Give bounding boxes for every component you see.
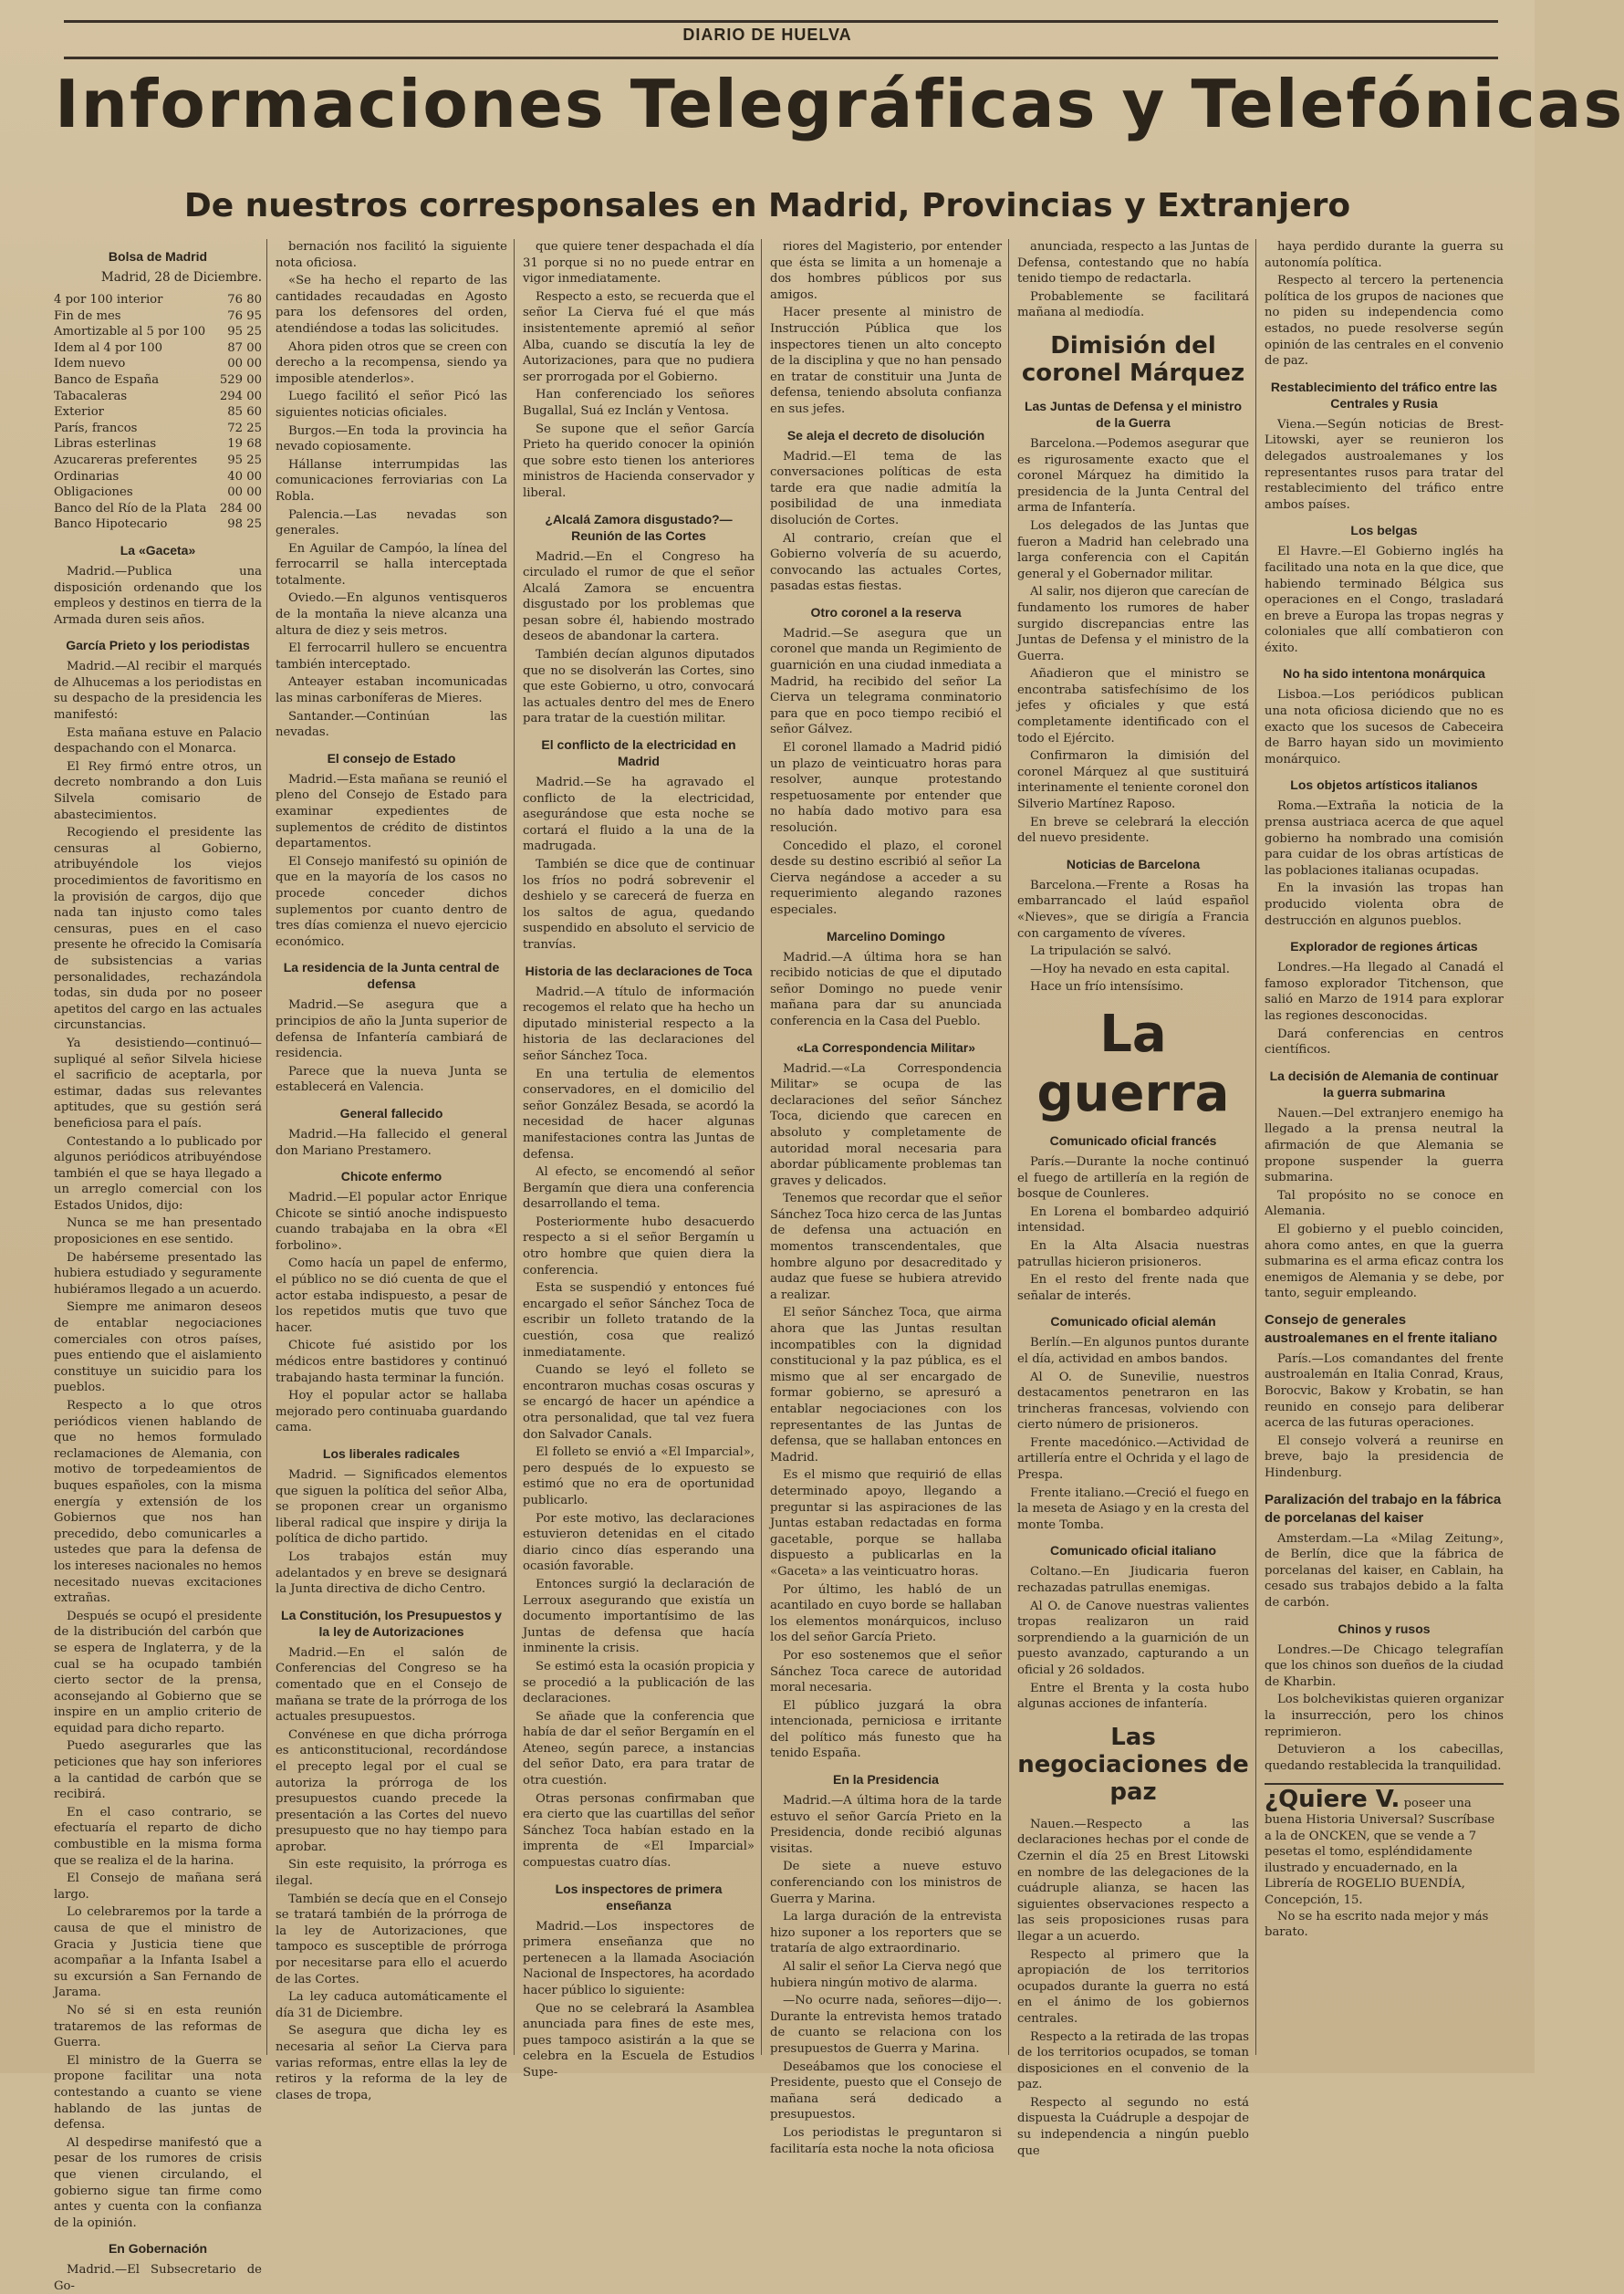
- article-paragraph: Respecto al tercero la pertenencia política de los grupos de naciones que no piden su independencia como estados, no puede resolverse según opinión de las centrales en el convenio de paz.: [1265, 274, 1504, 369]
- article-paragraph: En la Alta Alsacia nuestras patrullas hicieron prisioneros.: [1017, 1238, 1249, 1269]
- article-paragraph: Coltano.—En Jiudicaria fueron rechazadas patrullas enemigas.: [1017, 1565, 1249, 1596]
- article-paragraph: Palencia.—Las nevadas son generales.: [276, 507, 507, 538]
- article-paragraph: haya perdido durante la guerra su autonomía política.: [1265, 240, 1504, 270]
- article-paragraph: Respecto al primero que la apropiación de los territorios ocupados durante la guerra no está en el ánimo de los gobiernos centrales.: [1017, 1947, 1249, 2026]
- article-paragraph: París.—Durante la noche continuó el fuego de artillería en la región de bosque de Counleres.: [1017, 1154, 1249, 1202]
- article-paragraph: El señor Sánchez Toca, que airma ahora que las Juntas resultan incompatibles con la dignidad constitucional y la paz pública, es el mismo que al ser encargado de formar gobierno, se apresuró a entablar negociaciones con los representantes de las Juntas de defensa, que se hallaban entonces en Madrid.: [770, 1306, 1002, 1465]
- article-paragraph: Detuvieron a los cabecillas, quedando restablecida la tranquilidad.: [1265, 1743, 1504, 1773]
- bolsa-date: Madrid, 28 de Diciembre.: [100, 270, 262, 285]
- article-paragraph: En una tertulia de elementos conservadores, en el domicilio del señor González Besada, se acordó la necesidad de hacer algunas manifestaciones contra las Juntas de defensa.: [523, 1067, 755, 1162]
- article-paragraph: Se asegura que dicha ley es necesaria al señor La Cierva para varias reformas, entre ellas la ley de retiros y la reforma de la ley de clases de tropa,: [276, 2024, 507, 2102]
- consejo-estado-heading: El consejo de Estado: [327, 750, 456, 766]
- article-paragraph: Parece que la nueva Junta se establecerá en Valencia.: [276, 1064, 507, 1095]
- article-paragraph: Al efecto, se encomendó al señor Bergamín que diera una conferencia desarrollando el tema.: [523, 1165, 755, 1212]
- submarina-heading: La decisión de Alemania de continuar la guerra submarina: [1269, 1068, 1499, 1100]
- article-paragraph: En la invasión las tropas han producido violenta obra de destrucción en algunos pueblos.: [1265, 881, 1504, 928]
- article-paragraph: Concedido el plazo, el coronel desde su destino escribió al señor La Cierva negándose a acceder a su requerimiento alegando razones especiales.: [770, 839, 1002, 917]
- article-paragraph: Se añade que la conferencia que había de dar el señor Bergamín en el Ateneo, según parece, a instancias del señor Dato, era para tratar de otra cuestión.: [523, 1709, 755, 1788]
- article-paragraph: Anteayer estaban incomunicadas las minas carboníferas de Mieres.: [276, 675, 507, 706]
- italiano-heading: Comunicado oficial italiano: [1049, 1543, 1217, 1559]
- article-paragraph: El Consejo manifestó su opinión de que en la mayoría de los casos no procede conceder dichos suplementos por cuanto dentro de tres días comienza el nuevo ejercicio económico.: [276, 854, 507, 949]
- quote-row: [54, 501, 262, 517]
- quote-row: [54, 389, 262, 405]
- liberales-heading: Los liberales radicales: [322, 1446, 461, 1461]
- consejo-generales-heading: Consejo de generales austroalemanes en el frente italiano: [1265, 1311, 1498, 1346]
- article-paragraph: Se supone que el señor García Prieto ha querido conocer la opinión que sobre esto tienen los anteriores ministros de Hacienda conservador y liberal.: [523, 422, 755, 500]
- guerra-headline: La guerra: [1036, 1004, 1230, 1123]
- quote-label: Idem nuevo: [54, 357, 126, 371]
- article-paragraph: Madrid.—A última hora de la tarde estuvo el señor García Prieto en la Presidencia, donde recibió algunas visitas.: [770, 1794, 1002, 1856]
- article-paragraph: Madrid.—El tema de las conversaciones políticas de esta tarde era que nadie admitía la posibilidad de una inmediata disolución de Cortes.: [770, 449, 1002, 527]
- article-paragraph: En el resto del frente nada que señalar de interés.: [1017, 1273, 1249, 1303]
- article-paragraph: Confirmaron la dimisión del coronel Márquez al que sustituirá interinamente el teniente coronel don Silverio Martínez Raposo.: [1017, 749, 1249, 812]
- article-paragraph: El público juzgará la obra intencionada, perniciosa e irritante del político más funesto que ha tenido España.: [770, 1698, 1002, 1761]
- article-paragraph: —No ocurre nada, señores—dijo—. Durante la entrevista hemos tratado de cuanto se relaciona con los presupuestos de Guerra y Marina.: [770, 1994, 1002, 2056]
- quote-row: [54, 485, 262, 501]
- chicote-heading: Chicote enfermo: [340, 1169, 442, 1184]
- quote-label: Libras esterlinas: [54, 437, 157, 452]
- article-paragraph: Como hacía un papel de enfermo, el público no se dió cuenta de que el actor estaba indispuesto, a pesar de los repetidos mutis que tuvo que hacer.: [276, 1256, 507, 1335]
- article-paragraph: Luego facilitó el señor Picó las siguientes noticias oficiales.: [276, 390, 507, 420]
- quote-label: París, francos: [54, 421, 138, 435]
- article-paragraph: También se decía que en el Consejo se tratará también de la prórroga de la ley de Autorizaciones, que tampoco es susceptible de prórroga por necesitarse para ello el acuerdo de las Cortes.: [276, 1892, 507, 1986]
- quote-value: 76 95: [227, 308, 262, 323]
- gobernacion-heading: En Gobernación: [108, 2241, 208, 2257]
- quote-row: [54, 453, 262, 469]
- article-paragraph: En breve se celebrará la elección del nuevo presidente.: [1017, 815, 1249, 846]
- domingo-heading: Marcelino Domingo: [827, 928, 945, 944]
- article-paragraph: En Lorena el bombardeo adquirió intensidad.: [1017, 1204, 1249, 1236]
- article-paragraph: Madrid.—Los inspectores de primera enseñanza que no pertenecen a la llamada Asociación Nacional de Inspectores, ha acordado hacer público lo siguiente:: [523, 1919, 755, 1997]
- article-paragraph: Amsterdam.—La «Milag Zeitung», de Berlín, dice que la fábrica de porcelanas del kaiser, en Cablain, ha cesado sus trabajos debido a la falta de carbón.: [1265, 1531, 1504, 1610]
- toca-heading: Historia de las declaraciones de Toca: [525, 963, 753, 978]
- article-paragraph: Hoy el popular actor se hallaba mejorado pero continuaba guardando cama.: [276, 1389, 507, 1435]
- running-head: DIARIO DE HUELVA: [682, 26, 852, 44]
- article-paragraph: Nauen.—Respecto a las declaraciones hechas por el conde de Czernin el día 25 en Brest Litowski en nombre de las delegaciones de la cuádruple alianza, se hacen las siguientes observaciones respecto a las seis proposiciones rusas para llegar a un acuerdo.: [1017, 1817, 1249, 1944]
- quote-value: 284 00: [219, 501, 262, 516]
- article-paragraph: Tal propósito no se conoce en Alemania.: [1265, 1188, 1504, 1219]
- column-4: [766, 239, 1005, 2156]
- ad-tail: No se ha escrito nada mejor y más barato.: [1265, 1909, 1489, 1940]
- article-paragraph: Sin este requisito, la prórroga es ilegal.: [276, 1858, 507, 1889]
- porcelanas-heading: Paralización del trabajo en la fábrica de porcelanas del kaiser: [1265, 1491, 1502, 1526]
- article-paragraph: Entonces surgió la declaración de Lerroux asegurando que existía un documento importantísimo de las Juntas de defensa que hacía inminente la crisis.: [523, 1577, 755, 1656]
- constitucion-heading: La Constitución, los Presupuestos y la ley de Autorizaciones: [281, 1607, 502, 1639]
- masthead-rule: [64, 57, 1498, 59]
- quote-label: Banco del Río de la Plata: [54, 501, 207, 516]
- article-paragraph: Por último, les habló de un acantilado en cuyo borde se hallaban los elementos monárquicos, incluso los del señor García Prieto.: [770, 1582, 1002, 1645]
- quote-label: 4 por 100 interior: [54, 293, 163, 307]
- article-paragraph: También decían algunos diputados que no se disolverán las Cortes, sino que este Gobierno, u otro, convocará las actuales dentro del mes de Enero para tratar de la cuestión militar.: [523, 648, 755, 726]
- marquez-headline: Dimisión del coronel Márquez: [1021, 331, 1245, 387]
- quote-row: [54, 292, 262, 308]
- quote-label: Fin de mes: [54, 308, 121, 323]
- article-paragraph: El Rey firmó entre otros, un decreto nombrando a don Luis Silvela comisario de abastecimientos.: [54, 759, 262, 822]
- article-paragraph: Madrid. — Significados elementos que siguen la política del señor Alba, se proponen crear un organismo liberal radical que inspire y dirija la política de dicho partido.: [276, 1468, 507, 1547]
- presidencia-heading: En la Presidencia: [833, 1772, 939, 1788]
- article-paragraph: Tenemos que recordar que el señor Sánchez Toca hizo cerca de las Juntas de defensa una actuación en momentos transcendentales, que hombre alguno por desacreditado y audaz que fuese se hubiera atrevido a realizar.: [770, 1192, 1002, 1302]
- article-paragraph: Hace un frío intensísimo.: [1030, 980, 1184, 995]
- article-paragraph: Barcelona.—Frente a Rosas ha embarrancado el laúd español «Nieves», que se dirigía a Francia con cargamento de víveres.: [1017, 878, 1249, 941]
- article-paragraph: Ya desistiendo—continuó—supliqué al señor Silvela hiciese el sacrificio de aceptarla, por estimar, dadas sus relevantes aptitudes, que su gestión será beneficiosa para el país.: [54, 1036, 262, 1131]
- article-paragraph: Entre el Brenta y la costa hubo algunas acciones de infantería.: [1017, 1681, 1249, 1712]
- general-heading: General fallecido: [339, 1105, 443, 1121]
- quote-row: [54, 356, 262, 372]
- article-paragraph: riores del Magisterio, por entender que ésta se limita a un homenaje a dos hombres públicos por sus amigos.: [770, 240, 1002, 302]
- monarquica-heading: No ha sido intentona monárquica: [1283, 666, 1485, 682]
- quote-label: Exterior: [54, 405, 104, 420]
- article-paragraph: Los trabajos están muy adelantados y en breve se designará la Junta directiva de dicho Centro.: [276, 1549, 507, 1597]
- article-paragraph: El coronel llamado a Madrid pidió un plazo de veinticuatro horas para resolver, aunque protestando respetuosamente por entender que no había dado motivo para esa resolución.: [770, 741, 1002, 835]
- article-paragraph: Frente macedónico.—Actividad de artillería entre el Ochrida y el lago de Prespa.: [1017, 1435, 1249, 1483]
- quote-value: 19 68: [227, 437, 262, 452]
- article-paragraph: La tripulación se salvó.: [1030, 944, 1171, 959]
- ad-headline: ¿Quiere V.: [1265, 1786, 1400, 1814]
- quote-row: [54, 516, 262, 533]
- article-paragraph: Madrid.—«La Correspondencia Militar» se ocupa de las declaraciones del señor Sánchez Toca, diciendo que carecen en absoluto y completamente de autoridad moral necesaria para abordar públicamente problemas tan graves y delicados.: [770, 1061, 1002, 1188]
- quote-row: [54, 421, 262, 437]
- article-paragraph: —Hoy ha nevado en esta capital.: [1030, 962, 1230, 976]
- quote-value: 294 00: [219, 389, 262, 403]
- article-paragraph: La larga duración de la entrevista hizo suponer a los reporters que se trataría de algo extraordinario.: [770, 1910, 1002, 1956]
- quote-value: 87 00: [227, 340, 262, 355]
- article-paragraph: Londres.—De Chicago telegrafían que los chinos son dueños de la ciudad de Kharbin.: [1265, 1642, 1504, 1689]
- article-paragraph: Los delegados de las Juntas que fueron a Madrid han celebrado una larga conferencia con el Capitán general y el Gobernador militar.: [1017, 518, 1249, 581]
- article-paragraph: El gobierno y el pueblo coinciden, ahora como antes, en que la guerra submarina es el arma eficaz contra los enemigos de Alemania y se debe, por tanto, seguir empleando.: [1265, 1222, 1504, 1301]
- article-paragraph: Al despedirse manifestó que a pesar de los rumores de crisis que vienen circulando, el gobierno sigue tan firme como antes y cuenta con la confianza de la opinión.: [54, 2135, 262, 2230]
- article-paragraph: París.—Los comandantes del frente austroalemán en Italia Conrad, Kraus, Borocvic, Bakow y Krobatin, se han reunido en consejo para deliberar acerca de las futuras operaciones.: [1265, 1351, 1504, 1431]
- article-paragraph: Madrid.—En el salón de Conferencias del Congreso se ha comentado que en el Consejo de mañana se trate de la prórroga de los actuales presupuestos.: [276, 1645, 507, 1725]
- article-paragraph: Al salir el señor La Cierva negó que hubiera ningún motivo de alarma.: [770, 1960, 1002, 1990]
- article-paragraph: El Consejo de mañana será largo.: [54, 1872, 262, 1902]
- article-paragraph: Al O. de Sunevilie, nuestros destacamentos penetraron en las trincheras francesas, volviendo con cierto número de prisioneros.: [1017, 1370, 1249, 1433]
- article-paragraph: Madrid.—Se asegura que a principios de año la Junta superior de defensa de Infantería cambiará de residencia.: [276, 998, 507, 1061]
- article-paragraph: Madrid.—Al recibir el marqués de Alhucemas a los periodistas en su despacho de la presidencia les manifestó:: [54, 660, 262, 723]
- quote-value: 95 25: [227, 325, 262, 339]
- correspondencia-heading: «La Correspondencia Militar»: [796, 1039, 976, 1055]
- article-paragraph: Al salir, nos dijeron que carecían de fundamento los rumores de haber surgido discrepancias entre las Juntas de Defensa y el ministro de la Guerra.: [1017, 585, 1249, 663]
- article-paragraph: Madrid.—Se ha agravado el conflicto de la electricidad, asegurándose que esta noche se cortará el fluido a la una de la madrugada.: [523, 776, 755, 854]
- article-paragraph: Londres.—Ha llegado al Canadá el famoso explorador Titchenson, que salió en Marzo de 1914 para explorar las regiones desconocidas.: [1265, 961, 1504, 1023]
- article-paragraph: Respecto al segundo no está dispuesta la Cuádruple a despojar de su independencia a ningún pueblo que: [1017, 2095, 1249, 2158]
- article-paragraph: Al O. de Canove nuestras valientes tropas realizaron un raid sorprendiendo a la guarnición de un puesto avanzado, capturando a un oficial y 26 soldados.: [1017, 1599, 1249, 1677]
- oncken-advertisement: [1265, 1783, 1504, 1940]
- article-paragraph: Viena.—Según noticias de Brest-Litowski, ayer se reunieron los delegados austroalemanes y los representantes rusos para tratar del restablecimiento del tráfico entre ambos países.: [1265, 417, 1504, 512]
- paz-headline: Las negociaciones de paz: [1017, 1723, 1249, 1806]
- article-paragraph: «Se ha hecho el reparto de las cantidades recaudadas en Agosto para los defensores del orden, atendiéndose a todas las solicitudes.: [276, 274, 507, 336]
- quote-value: 00 00: [227, 485, 262, 500]
- quote-value: 72 25: [227, 421, 262, 435]
- article-paragraph: Burgos.—En toda la provincia ha nevado copiosamente.: [276, 423, 507, 454]
- article-paragraph: Contestando a lo publicado por algunos periódicos atribuyéndose también el que se haya llegado a un arreglo comercial con los Estados Unidos, dijo:: [54, 1134, 262, 1213]
- article-paragraph: Que no se celebrará la Asamblea anunciada para fines de este mes, pues tampoco asistirán a la que se celebra en la Escuela de Estudios Supe-: [523, 2001, 755, 2080]
- quote-row: [54, 308, 262, 325]
- garcia-heading: García Prieto y los periodistas: [66, 638, 250, 653]
- article-paragraph: Hacer presente al ministro de Instrucción Pública que los inspectores tienen un alto concepto de la disciplina y que no han pensado en tratar de constituir una Junta de defensa, teniendo absoluta confianza en sus jefes.: [770, 306, 1002, 416]
- quote-row: [54, 469, 262, 485]
- article-paragraph: Respecto a esto, se recuerda que el señor La Cierva fué el que más insistentemente apremió al señor Alba, cuando se discutía la ley de Autorizaciones, para que no pudiera ser prorrogada por el Gobierno.: [523, 289, 755, 384]
- article-paragraph: El ministro de la Guerra se propone facilitar una nota contestando a cuanto se viene hablando de las juntas de defensa.: [54, 2053, 262, 2132]
- article-paragraph: También se dice que de continuar los fríos no podrá sobrevenir el deshielo y se carecerá de fuerza en los saltos de agua, quedando suspendido en absoluto el servicio de tranvías.: [523, 858, 755, 952]
- quote-value: 85 60: [227, 405, 262, 420]
- article-paragraph: Probablemente se facilitará mañana al mediodía.: [1017, 289, 1249, 320]
- article-paragraph: Añadieron que el ministro se encontraba satisfechísimo de los jefes y oficiales y que está completamente identificado con el todo el Ejército.: [1017, 667, 1249, 746]
- quote-row: [54, 340, 262, 357]
- quote-label: Tabacaleras: [54, 389, 128, 403]
- column-2: [272, 239, 511, 2102]
- quote-row: [54, 372, 262, 389]
- alcala-heading: ¿Alcalá Zamora disgustado?—Reunión de las Cortes: [545, 511, 733, 543]
- article-paragraph: De habérseme presentado las hubiera estudiado y seguramente hubiéramos llegado a un acuerdo.: [54, 1250, 262, 1297]
- article-paragraph: Respecto a la retirada de las tropas de los territorios ocupados, se toman disposiciones en el convenio de la paz.: [1017, 2029, 1249, 2092]
- article-paragraph: Chicote fué asistido por los médicos entre bastidores y continuó trabajando hasta terminar la función.: [276, 1339, 507, 1385]
- article-paragraph: Dará conferencias en centros científicos.: [1265, 1027, 1504, 1058]
- article-paragraph: Esta se suspendió y entonces fué encargado el señor Sánchez Toca de escribir un folleto tratando de la cuestión, cosa que realizó inmediatamente.: [523, 1281, 755, 1360]
- article-paragraph: Por eso sostenemos que el señor Sánchez Toca carece de autoridad moral necesaria.: [770, 1648, 1002, 1695]
- bolsa-heading: Bolsa de Madrid: [108, 249, 208, 264]
- article-paragraph: Madrid.—A título de información recogemos el relato que ha hecho un diputado ministerial respecto a la historia de las declaraciones del señor Sánchez Toca.: [523, 985, 755, 1063]
- quote-value: 40 00: [227, 469, 262, 484]
- article-paragraph: El folleto se envió a «El Imparcial», pero después de lo expuesto se estimó que no era de oportunidad publicarlo.: [523, 1445, 755, 1507]
- residencia-heading: La residencia de la Junta central de defensa: [283, 960, 500, 992]
- article-paragraph: Esta mañana estuve en Palacio despachando con el Monarca.: [54, 725, 262, 756]
- electricidad-heading: El conflicto de la electricidad en Madrid: [541, 737, 736, 769]
- disolucion-heading: Se aleja el decreto de disolución: [786, 427, 985, 443]
- article-paragraph: Madrid.—Ha fallecido el general don Mariano Prestamero.: [276, 1127, 507, 1158]
- masthead-title: Informaciones Telegráficas y Telefónicas: [55, 66, 1624, 142]
- article-paragraph: Recogiendo el presidente las censuras al Gobierno, atribuyéndole los viejos procedimientos de favoritismo en la provisión de cargos, dijo que nada tan injusto como tales censuras, pues en el caso presente he ofrecido la Comisaría de subsistencias a varias personalidades, rechazándola todas, sin duda por no poseer apetitos del cargo en las actuales circunstancias.: [54, 826, 262, 1033]
- quote-label: Banco de España: [54, 372, 160, 387]
- article-paragraph: Se estimó esta la ocasión propicia y se procedió a la publicación de las declaraciones.: [523, 1659, 755, 1706]
- frances-heading: Comunicado oficial francés: [1049, 1132, 1217, 1148]
- article-paragraph: Es el mismo que requirió de ellas determinado apoyo, llegando a preguntar si las aspiraciones de las Juntas estaban redactadas en forma gacetable, porque se hallaba dispuesto a publicarlas en la «Gaceta» a las veinticuatro horas.: [770, 1468, 1002, 1579]
- quote-value: 98 25: [227, 517, 262, 532]
- quote-label: Azucareras preferentes: [54, 453, 198, 467]
- trafico-heading: Restablecimiento del tráfico entre las Centrales y Rusia: [1270, 379, 1498, 411]
- coronel-heading: Otro coronel a la reserva: [810, 604, 962, 620]
- article-paragraph: Frente italiano.—Creció el fuego en la meseta de Asiago y en la cresta del monte Tomba.: [1017, 1486, 1249, 1532]
- article-paragraph: Por este motivo, las declaraciones estuvieron detenidas en el citado diario cinco días esperando una ocasión favorable.: [523, 1511, 755, 1574]
- article-paragraph: Madrid.—A última hora se han recibido noticias de que el diputado señor Domingo no puede venir mañana para dar su anunciada conferencia en la Casa del Pueblo.: [770, 950, 1002, 1028]
- article-paragraph: Madrid.—Se asegura que un coronel que manda un Regimiento de guarnición en una ciudad inmediata a Madrid, ha recibido del señor La Cierva un telegrama conminatorio para que en poco tiempo recibió el señor Gálvez.: [770, 626, 1002, 737]
- article-paragraph: Los periodistas le preguntaron si facilitaría esta noche la nota oficiosa: [770, 2125, 1002, 2156]
- article-paragraph: Madrid.—En el Congreso ha circulado el rumor de que el señor Alcalá Zamora se encuentra disgustado por los problemas que pesan sobre él, habiendo mostrado deseos de abandonar la cartera.: [523, 549, 755, 644]
- quote-row: [54, 404, 262, 421]
- article-paragraph: Los bolchevikistas quieren organizar la insurrección, pero los chinos reprimieron.: [1265, 1693, 1504, 1739]
- article-paragraph: Cuando se leyó el folleto se encontraron muchas cosas oscuras y se encargó de hacer un apéndice a otra personalidad, que tal vez fuera don Salvador Canals.: [523, 1363, 755, 1442]
- quote-label: Obligaciones: [54, 485, 133, 500]
- article-paragraph: Al contrario, creían que el Gobierno volvería de su acuerdo, convocando las actuales Cortes, pasadas estas fiestas.: [770, 531, 1002, 594]
- article-paragraph: que quiere tener despachada el día 31 porque si no no puede entrar en vigor inmediatamente.: [523, 240, 755, 287]
- article-paragraph: Han conferenciado los señores Bugallal, Suá ez Inclán y Ventosa.: [523, 388, 755, 418]
- quote-label: Ordinarias: [54, 469, 120, 484]
- article-paragraph: Madrid.—El Subsecretario de Go-: [54, 2263, 262, 2293]
- article-paragraph: El ferrocarril hullero se encuentra también interceptado.: [276, 641, 507, 672]
- quote-value: 00 00: [227, 357, 262, 371]
- quote-value: 76 80: [227, 293, 262, 307]
- article-paragraph: Oviedo.—En algunos ventisqueros de la montaña la nieve alcanza una altura de diez y seis metros.: [276, 591, 507, 638]
- article-paragraph: El consejo volverá a reunirse en breve, bajo la presidencia de Hindenburg.: [1265, 1434, 1504, 1481]
- article-paragraph: Lisboa.—Los periódicos publican una nota oficiosa diciendo que no es exacto que los sucesos de Cabeceira de Barro hayan sido un movimiento monárquico.: [1265, 688, 1504, 766]
- aleman-heading: Comunicado oficial alemán: [1050, 1314, 1216, 1329]
- article-paragraph: bernación nos facilitó la siguiente nota oficiosa.: [276, 240, 507, 270]
- article-paragraph: Berlín.—En algunos puntos durante el día, actividad en ambos bandos.: [1017, 1336, 1249, 1366]
- article-paragraph: anunciada, respecto a las Juntas de Defensa, contestando que no había tenido tiempo de redactarla.: [1017, 240, 1249, 287]
- top-rule: [64, 20, 1498, 23]
- column-3: [519, 239, 758, 2080]
- article-paragraph: Barcelona.—Podemos asegurar que es rigurosamente exacto que el coronel Márquez ha dimitido la presidencia de la Junta Central del arma de Infantería.: [1017, 436, 1249, 516]
- quote-label: Banco Hipotecario: [54, 517, 168, 532]
- article-paragraph: No sé si en esta reunión trataremos de las reformas de Guerra.: [54, 2003, 262, 2050]
- quote-row: [54, 324, 262, 340]
- article-paragraph: Santander.—Continúan las nevadas.: [276, 709, 507, 740]
- article-paragraph: Madrid.—El popular actor Enrique Chicote se sintió anoche indispuesto cuando trabajaba en la obra «El forbolino».: [276, 1191, 507, 1253]
- article-paragraph: Convénese en que dicha prórroga es anticonstitucional, recordándose el precepto legal por el cual se autoriza la prórroga de los presupuestos cuando precede la presentación a las Cortes del nuevo presupuesto que no hay tiempo para aprobar.: [276, 1727, 507, 1854]
- article-paragraph: La ley caduca automáticamente el día 31 de Diciembre.: [276, 1990, 507, 2020]
- column-6: [1261, 239, 1507, 2055]
- juntas-heading: Las Juntas de Defensa y el ministro de la Guerra: [1024, 398, 1243, 430]
- quote-value: 529 00: [219, 372, 262, 387]
- article-paragraph: Después se ocupó el presidente de la distribución del carbón que se espera de Inglaterra, y de la cual se ha ocupado también cierto sector de la prensa, aconsejando al Gobierno que se inspire en un amplio criterio de equidad para dicho reparto.: [54, 1609, 262, 1736]
- column-5: [1014, 239, 1253, 2158]
- article-paragraph: Otras personas confirmaban que era cierto que las cuartillas del señor Sánchez Toca habían estado en la imprenta de «El Imparcial» compuestas cuatro días.: [523, 1791, 755, 1871]
- article-paragraph: El Havre.—El Gobierno inglés ha facilitado una nota en la que dice, que habiendo terminado Bélgica sus operaciones en el Congo, trasladará en breve a Europa las tropas negras y coloniales que allí combatieron con éxito.: [1265, 545, 1504, 655]
- explorador-heading: Explorador de regiones árticas: [1290, 939, 1478, 954]
- article-paragraph: Roma.—Extraña la noticia de la prensa austriaca acerca de que aquel gobierno ha nombrado una comisión para cuidar de los obras artísticas de las poblaciones italianas ocupadas.: [1265, 799, 1504, 878]
- article-paragraph: En Aguilar de Campóo, la línea del ferrocarril se halla interceptada totalmente.: [276, 541, 507, 588]
- quote-label: Amortizable al 5 por 100: [54, 325, 206, 339]
- objetos-heading: Los objetos artísticos italianos: [1290, 777, 1478, 793]
- article-paragraph: De siete a nueve estuvo conferenciando con los ministros de Guerra y Marina.: [770, 1860, 1002, 1906]
- belgas-heading: Los belgas: [1350, 523, 1418, 538]
- article-paragraph: Puedo asegurarles que las peticiones que hay son inferiores a la cantidad de carbón que se recibirá.: [54, 1739, 262, 1802]
- article-paragraph: Hállanse interrumpidas las comunicaciones ferroviarias con La Robla.: [276, 457, 507, 504]
- barcelona-heading: Noticias de Barcelona: [1066, 856, 1201, 871]
- article-paragraph: En el caso contrario, se efectuaría el reparto de dicho combustible en la misma forma que se realiza el de la harina.: [54, 1805, 262, 1868]
- ad-body: poseer una buena Historia Universal? Suscríbase a la de ONCKEN, que se vende a 7 pesetas el tomo, espléndidamente ilustrado y encuadernado, en la Librería de ROGELIO BUENDÍA, Concepción, 15.: [1265, 1797, 1495, 1907]
- article-paragraph: Posteriormente hubo desacuerdo respecto a si el señor Bergamín u otro hombre que quien diera la conferencia.: [523, 1215, 755, 1277]
- article-paragraph: Madrid.—Esta mañana se reunió el pleno del Consejo de Estado para examinar expedientes de suplementos de crédito de distintos departamentos.: [276, 772, 507, 851]
- article-paragraph: Madrid.—Publica una disposición ordenando que los empleos y destinos en tierra de la Armada duren seis años.: [54, 564, 262, 627]
- column-1: [50, 239, 265, 2293]
- article-paragraph: Deseábamos que los conociese el Presidente, puesto que el Consejo de mañana será dedicado a presupuestos.: [770, 2059, 1002, 2122]
- quote-label: Idem al 4 por 100: [54, 340, 163, 355]
- gaceta-heading: La «Gaceta»: [120, 542, 196, 558]
- article-paragraph: Ahora piden otros que se creen con derecho a la recompensa, siendo ya imposible atenderlos».: [276, 339, 507, 386]
- stock-quotes-table: [54, 292, 262, 533]
- article-paragraph: Nauen.—Del extranjero enemigo ha llegado a la prensa neutral la afirmación de que Alemania se propone suspender la guerra submarina.: [1265, 1106, 1504, 1185]
- quote-row: [54, 436, 262, 453]
- chinos-heading: Chinos y rusos: [1338, 1621, 1431, 1636]
- subhead-title: De nuestros corresponsales en Madrid, Provincias y Extranjero: [183, 187, 1351, 224]
- article-paragraph: Lo celebraremos por la tarde a causa de que el ministro de Gracia y Justicia tiene que acompañar a la Infanta Isabel a su excursión a San Fernando de Jarama.: [54, 1905, 262, 2000]
- article-paragraph: Siempre me animaron deseos de entablar negociaciones comerciales con otros países, pues entiendo que el aislamiento constituye un suicidio para los pueblos.: [54, 1300, 262, 1395]
- inspectores-heading: Los inspectores de primera enseñanza: [555, 1881, 723, 1913]
- article-paragraph: Nunca se me han presentado proposiciones en ese sentido.: [54, 1216, 262, 1247]
- article-paragraph: Respecto a lo que otros periódicos vienen hablando de que no hemos formulado reclamaciones de Alemania, con motivo de torpedeamientos de buques españoles, con la misma energía y extensión de los Gobiernos que nos han precedido, debo comunicarles a ustedes que para la defensa de los intereses nacionales no hemos necesitado nuevas excitaciones extrañas.: [54, 1399, 262, 1606]
- article-columns: [50, 239, 1510, 2293]
- quote-value: 95 25: [227, 453, 262, 467]
